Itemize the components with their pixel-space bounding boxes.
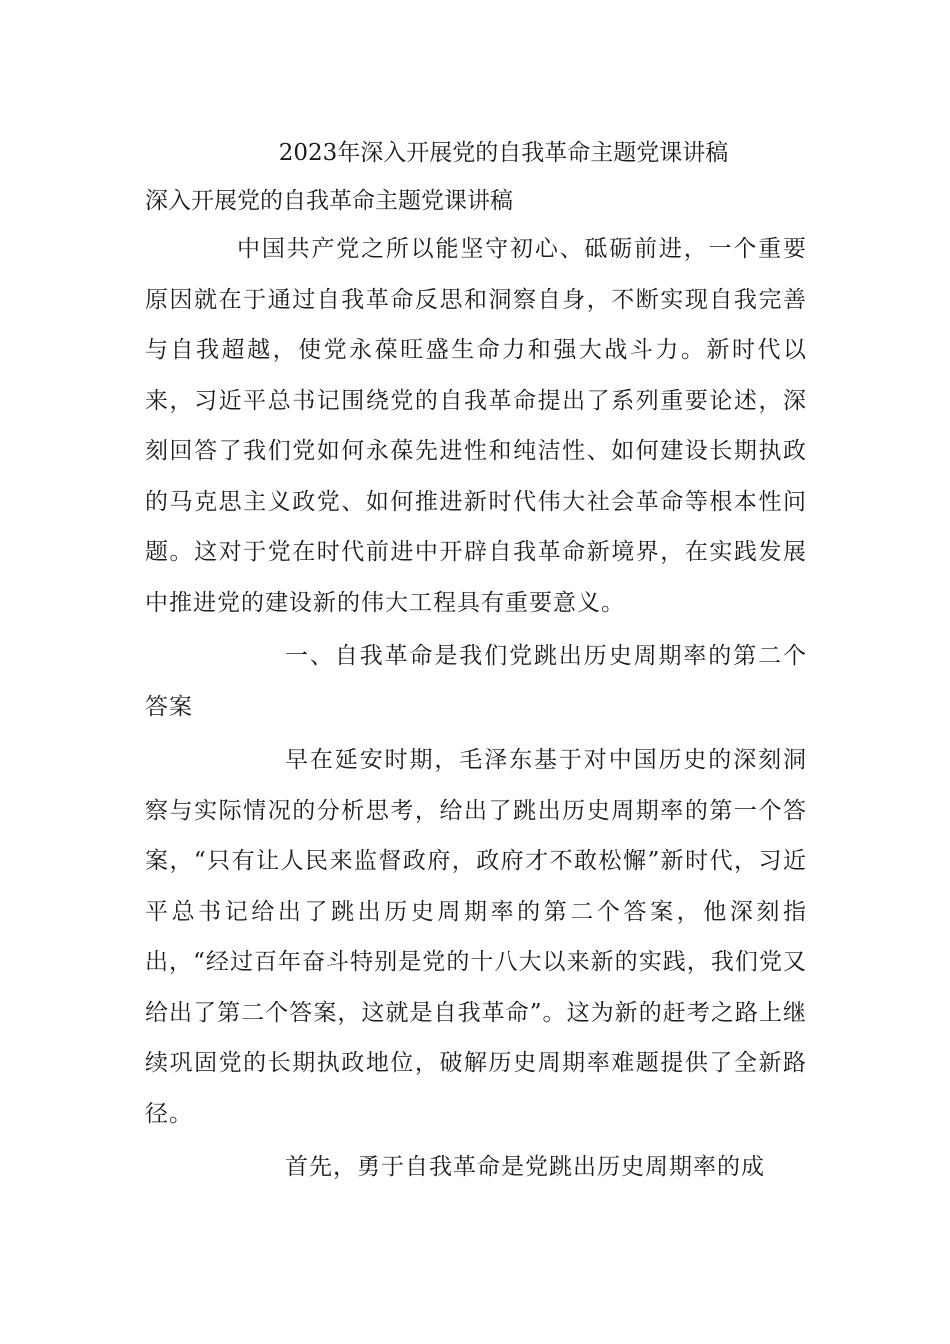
document-page	[145, 128, 807, 1193]
section-heading-1: 一、自我革命是我们党跳出历史周期率的第二个答案	[145, 643, 807, 720]
paragraph-intro: 中国共产党之所以能坚守初心、砥砺前进，一个重要原因就在于通过自我革命反思和洞察自身，不断实现自我完善与自我超越，使党永葆旺盛生命力和强大战斗力。新时代以来，习近平总书记围绕党的自我革命提出了系列重要论述，深刻回答了我们党如何永葆先进性和纯洁性、如何建设长期执政的马克思主义政党、如何推进新时代伟大社会革命等根本性问题。这对于党在时代前进中开辟自我革命新境界，在实践发展中推进党的建设新的伟大工程具有重要意义。	[145, 236, 807, 616]
document-subtitle: 深入开展党的自我革命主题党课讲稿	[145, 188, 513, 214]
document-title: 2023年深入开展党的自我革命主题党课讲稿	[278, 140, 729, 166]
paragraph-first: 首先，勇于自我革命是党跳出历史周期率的成	[285, 1154, 765, 1180]
paragraph-yanan: 早在延安时期，毛泽东基于对中国历史的深刻洞察与实际情况的分析思考，给出了跳出历史周期率的第一个答案，“只有让人民来监督政府，政府才不敢松懈”新时代，习近平总书记给出了跳出历史周期率的第二个答案，他深刻指出，“经过百年奋斗特别是党的十八大以来新的实践，我们党又给出了第二个答案，这就是自我革命”。这为新的赶考之路上继续巩固党的长期执政地位，破解历史周期率难题提供了全新路径。	[145, 747, 807, 1127]
